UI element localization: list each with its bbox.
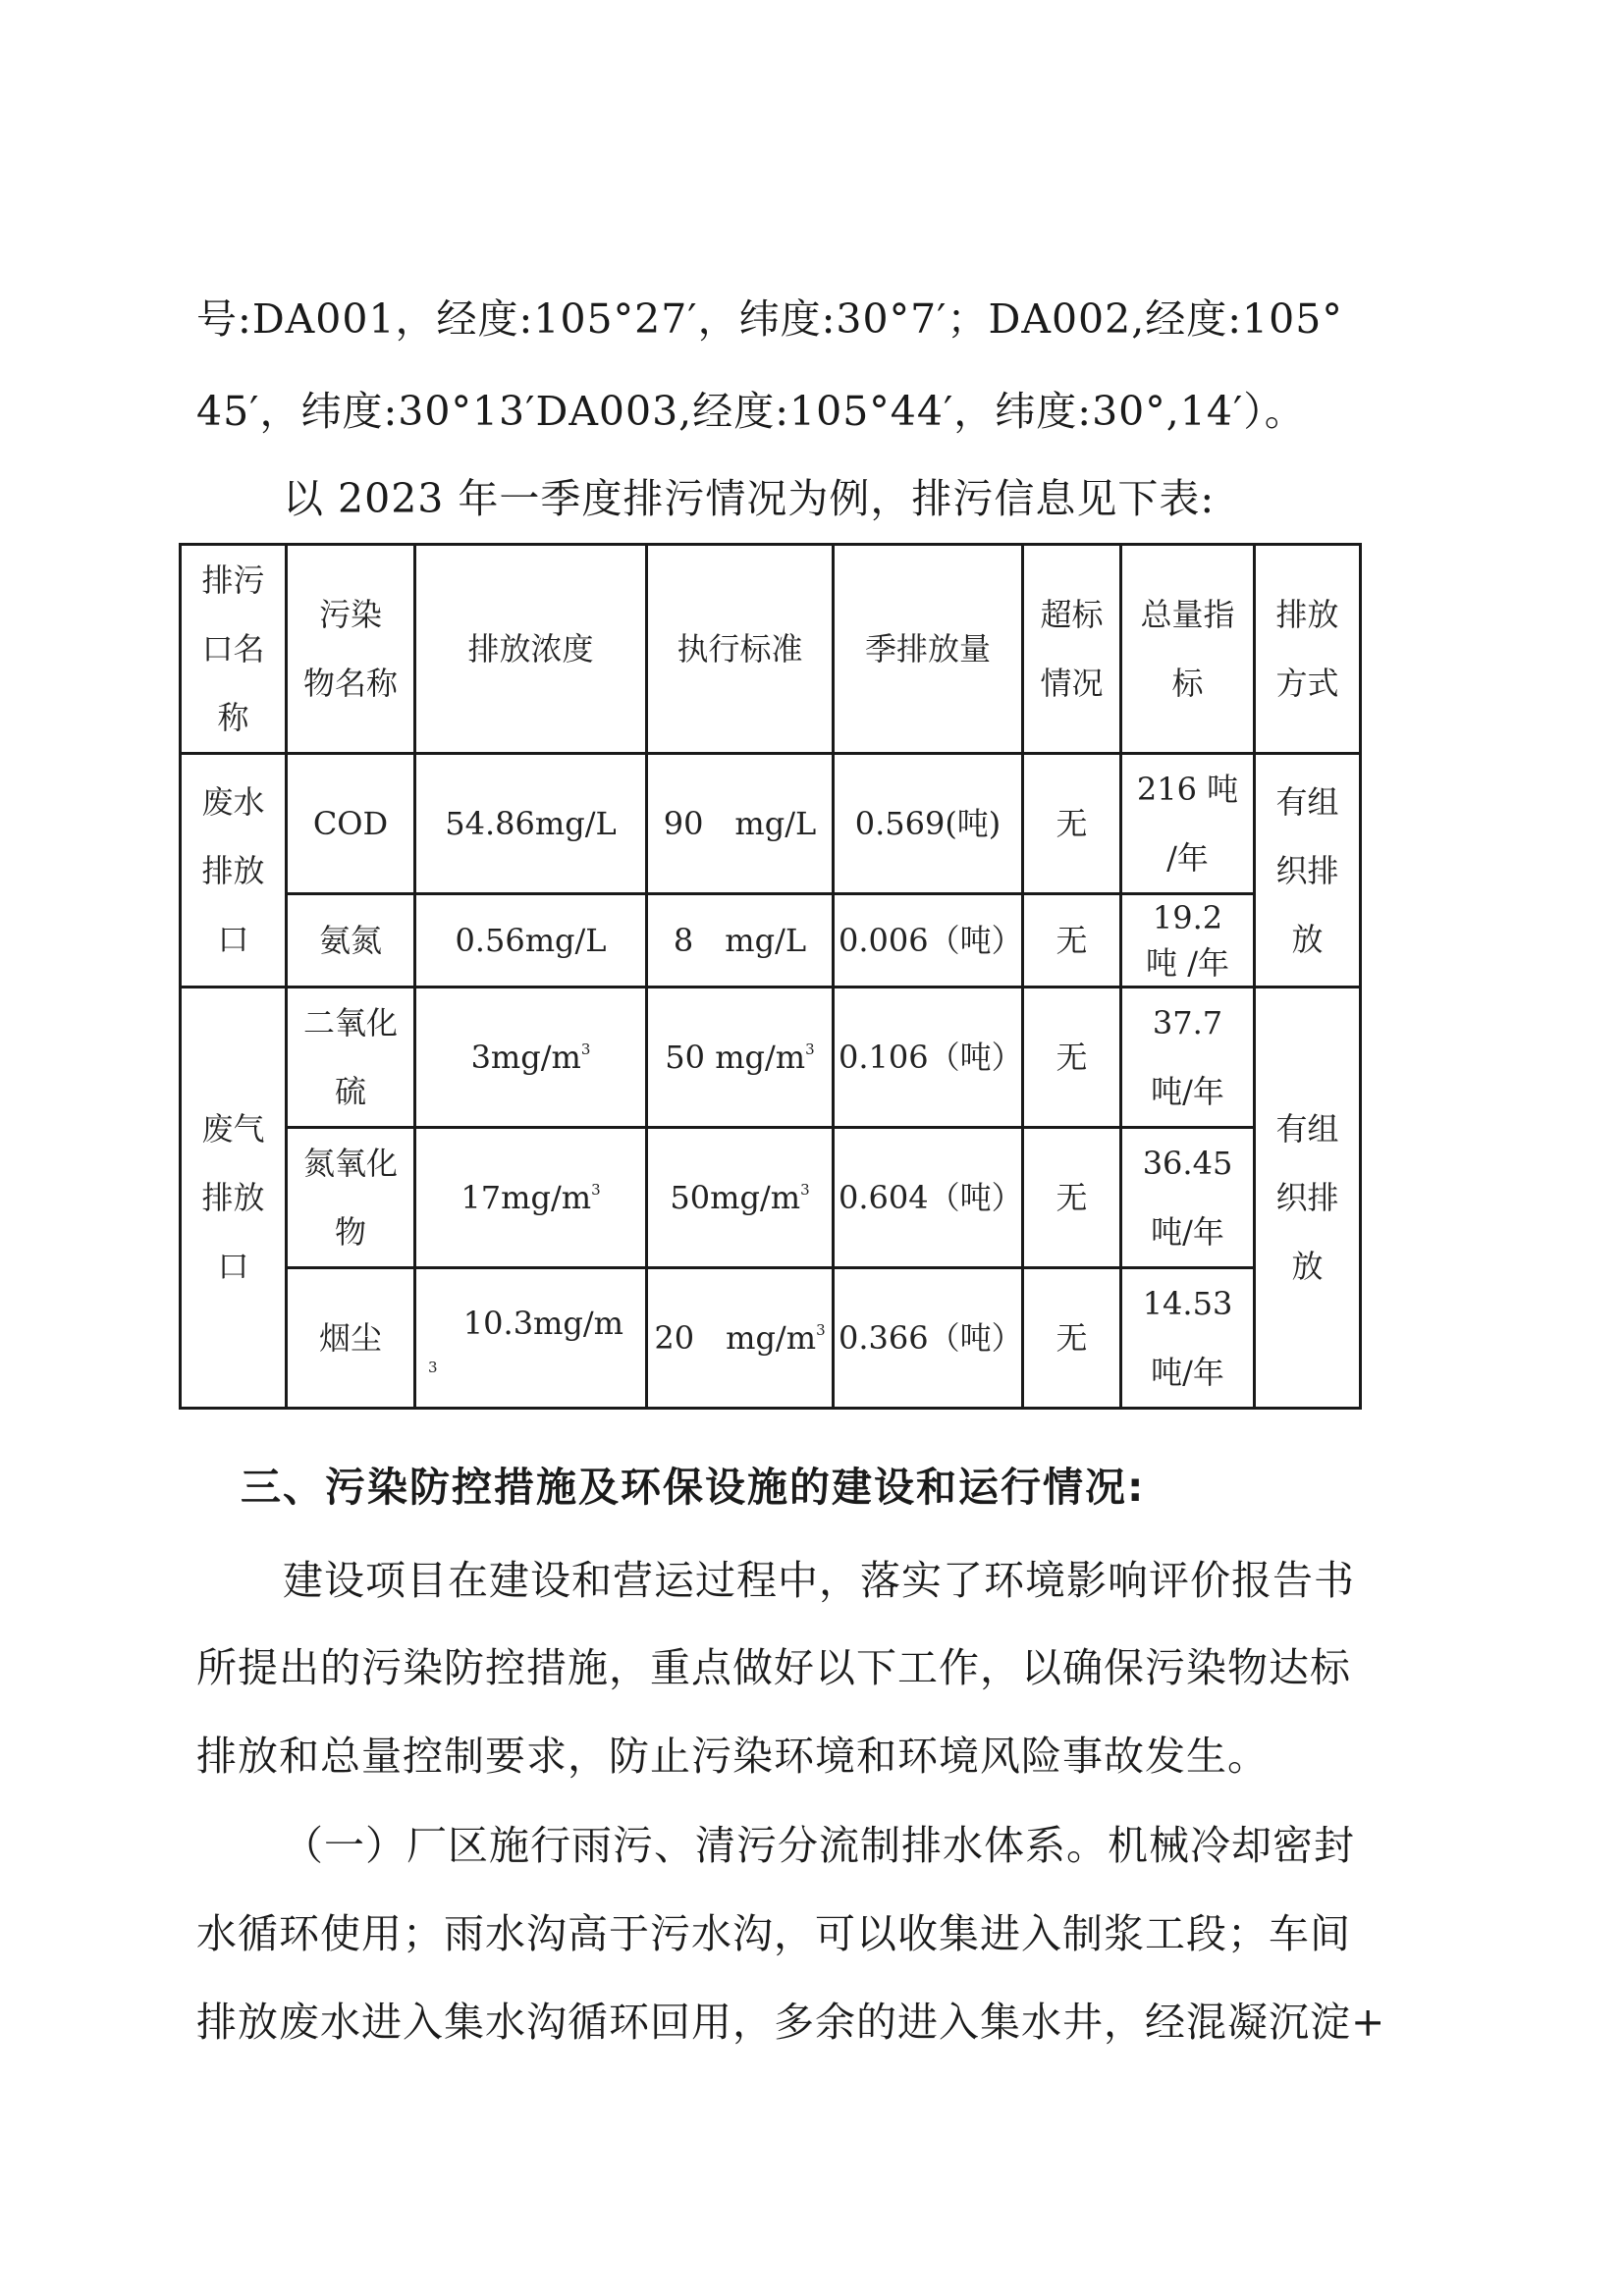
quarterly-value: 0.366（吨）	[834, 1268, 1023, 1409]
standard-value: 50 $mg/m^3$	[647, 988, 834, 1128]
section-heading: 三、污染防控措施及环保设施的建设和运行情况:	[241, 1464, 1146, 1511]
paragraph-line: 所提出的污染防控措施，重点做好以下工作，以确保污染物达标	[196, 1644, 1351, 1691]
exceed-value: 无	[1023, 1128, 1121, 1268]
table-row	[181, 894, 1361, 988]
paragraph-line: 排放废水进入集水沟循环回用，多余的进入集水井，经混凝沉淀+	[196, 1999, 1386, 2046]
standard-value: 20 $mg/m^3$	[647, 1268, 834, 1409]
paragraph-line: 建设项目在建设和营运过程中，落实了环境影响评价报告书	[283, 1557, 1355, 1604]
total-value: 36.45 吨/年	[1121, 1128, 1255, 1268]
table-row	[181, 754, 1361, 894]
outlet-gas: 废气 排放 口	[181, 988, 287, 1409]
paragraph-line: 排放和总量控制要求，防止污染环境和环境风险事故发生。	[196, 1733, 1269, 1780]
header-outlet: 排污 口名 称	[181, 545, 287, 754]
header-concentration: 排放浓度	[415, 545, 647, 754]
total-value: 37.7 吨/年	[1121, 988, 1255, 1128]
exceed-value: 无	[1023, 894, 1121, 988]
total-value: 216 吨 /年	[1121, 754, 1255, 894]
header-total: 总量指 标	[1121, 545, 1255, 754]
exceed-value: 无	[1023, 754, 1121, 894]
standard-value: 90 mg/L	[647, 754, 834, 894]
paragraph-line: 水循环使用；雨水沟高于污水沟，可以收集进入制浆工段；车间	[196, 1910, 1351, 1957]
concentration-value: $3mg/m^3$	[415, 988, 647, 1128]
intro-line-2: 45′，纬度:30°13′DA003,经度:105°44′，纬度:30°,14′）。	[196, 388, 1306, 435]
header-exceed: 超标 情况	[1023, 545, 1121, 754]
total-value: 19.2 吨 /年	[1121, 894, 1255, 988]
table-row	[181, 988, 1361, 1128]
quarterly-value: 0.106（吨）	[834, 988, 1023, 1128]
standard-value: $50mg/m^3$	[647, 1128, 834, 1268]
table-header-row	[181, 545, 1361, 754]
quarterly-value: 0.006（吨）	[834, 894, 1023, 988]
exceed-value: 无	[1023, 988, 1121, 1128]
pollutant-name: 二氧化 硫	[287, 988, 415, 1128]
quarterly-value: 0.569(吨)	[834, 754, 1023, 894]
pollutant-name: 氨氮	[287, 894, 415, 988]
paragraph-line: （一）厂区施行雨污、清污分流制排水体系。机械冷却密封	[283, 1822, 1355, 1869]
method-gas: 有组 织排 放	[1255, 988, 1361, 1409]
exceed-value: 无	[1023, 1268, 1121, 1409]
outlet-water: 废水 排放 口	[181, 754, 287, 988]
header-standard: 执行标准	[647, 545, 834, 754]
emission-table	[179, 543, 1362, 1410]
header-method: 排放 方式	[1255, 545, 1361, 754]
concentration-value: $17mg/m^3$	[415, 1128, 647, 1268]
concentration-value: 54.86mg/L	[415, 754, 647, 894]
standard-value: 8 mg/L	[647, 894, 834, 988]
concentration-value: 0.56mg/L	[415, 894, 647, 988]
pollutant-name: COD	[287, 754, 415, 894]
table-intro: 以 2023 年一季度排污情况为例，排污信息见下表:	[283, 475, 1216, 522]
table-row	[181, 1268, 1361, 1409]
header-pollutant: 污染 物名称	[287, 545, 415, 754]
header-quarterly: 季排放量	[834, 545, 1023, 754]
table-row	[181, 1128, 1361, 1268]
total-value: 14.53 吨/年	[1121, 1268, 1255, 1409]
intro-line-1: 号:DA001，经度:105°27′，纬度:30°7′；DA002,经度:105°	[196, 295, 1343, 343]
method-water: 有组 织排 放	[1255, 754, 1361, 988]
quarterly-value: 0.604（吨）	[834, 1128, 1023, 1268]
pollutant-name: 烟尘	[287, 1268, 415, 1409]
pollutant-name: 氮氧化 物	[287, 1128, 415, 1268]
concentration-value: 10.3mg/m 3	[415, 1268, 647, 1409]
